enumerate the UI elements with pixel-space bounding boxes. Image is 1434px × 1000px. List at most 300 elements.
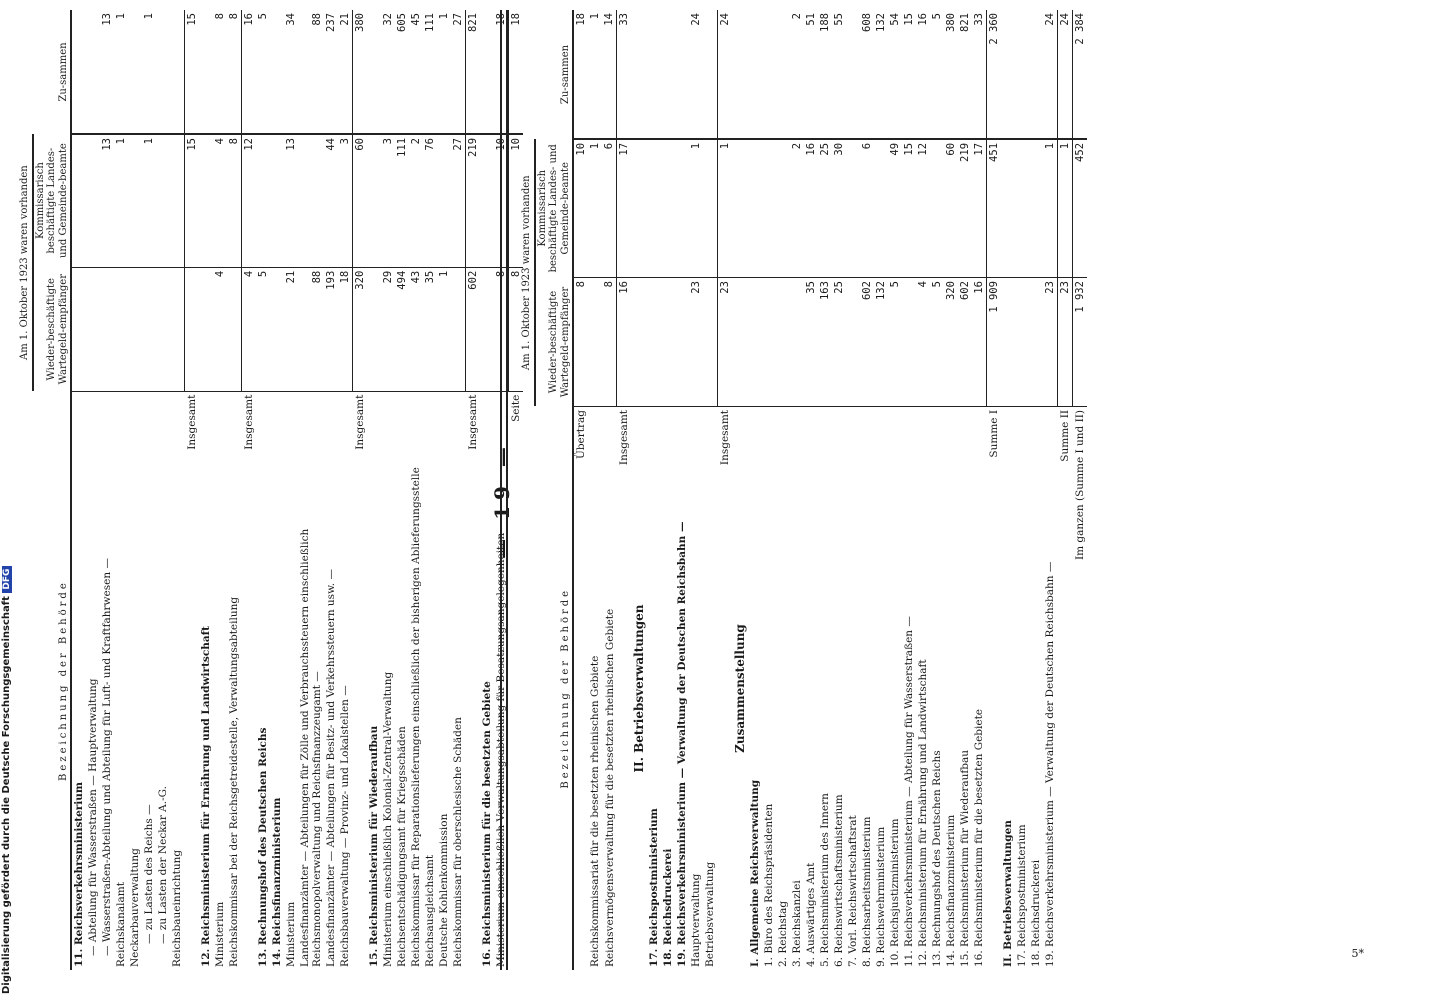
row-label: Seite (509, 394, 522, 422)
cell-a (1029, 278, 1043, 407)
cell-c: 380 (352, 10, 367, 134)
right-table-section (520, 0, 1086, 1000)
table-row (213, 10, 227, 970)
table-row (930, 10, 944, 970)
cell-c: 24 (1043, 10, 1058, 139)
cell-b: 219 (958, 139, 972, 278)
cell-b (367, 134, 381, 267)
cell-b: 2 (409, 134, 423, 267)
row-label: Reichsbauverwaltung — Provinz- und Lokalstellen — (339, 685, 351, 967)
cell-a: 5 (930, 278, 944, 407)
cell-a: 163 (818, 278, 832, 407)
cell-c (647, 10, 661, 139)
cell-b (298, 134, 324, 267)
left-table-section (0, 0, 522, 1000)
cell-a: 25 (832, 278, 846, 407)
cell-b: 13 (100, 134, 114, 267)
row-label: Insgesamt (618, 410, 630, 466)
header-col-a: Wieder-beschäftigte Wartegeld-empfänger (33, 267, 72, 391)
cell-b (270, 134, 284, 267)
row-label: 18. Reichsdruckerei (1029, 859, 1042, 967)
table-row (717, 10, 732, 970)
cell-a: 8 (494, 267, 509, 391)
cell-a: 23 (1057, 278, 1072, 407)
cell-b: 76 (423, 134, 437, 267)
cell-b: 3 (381, 134, 395, 267)
cell-a (776, 278, 790, 407)
table-row (762, 10, 776, 970)
cell-c: 32 (381, 10, 395, 134)
cell-b: 10 (573, 139, 588, 278)
cell-c: 51 (804, 10, 818, 139)
row-label: Insgesamt (466, 394, 479, 450)
table-row (338, 10, 353, 970)
cell-a: 18 (338, 267, 353, 391)
row-label: 14. Reichsfinanzministerium (270, 797, 283, 967)
cell-a (142, 267, 156, 391)
cell-c (703, 10, 717, 139)
cell-a: 132 (874, 278, 888, 407)
cell-a (71, 267, 86, 391)
row-label: 18. Reichsdruckerei (662, 848, 674, 967)
dfg-logo: DFG (2, 566, 12, 593)
table-row (703, 10, 717, 970)
row-label: 10. Reichsjustizministerium (888, 818, 901, 967)
cell-b (1001, 139, 1015, 278)
header-col-b: Kommissarisch beschäftigte Landes- und Gemeinde-beamte (33, 134, 72, 267)
cell-a: 35 (804, 278, 818, 407)
cell-c (846, 10, 860, 139)
header-col-b: Kommissarisch beschäftigte Landes- und Gemeinde-beamte (535, 139, 574, 278)
table-row (986, 10, 1001, 970)
credit-text: Digitalisierung gefördert durch die Deutsche Forschungsgemeinschaft (1, 596, 12, 994)
cell-c: 27 (451, 10, 466, 134)
cell-c: 605 (395, 10, 409, 134)
cell-b (675, 139, 689, 278)
cell-c (156, 10, 170, 134)
cell-a: 494 (395, 267, 409, 391)
cell-a (227, 267, 242, 391)
cell-b (762, 139, 776, 278)
cell-c (732, 10, 748, 139)
cell-b: 1 (1057, 139, 1072, 278)
cell-b: 15 (902, 139, 916, 278)
row-label: 5. Reichsministerium des Innern (818, 793, 831, 967)
row-label: 15. Reichsministerium für Wiederaufbau (958, 749, 971, 967)
header-name: Bezeichnung der Behörde (520, 407, 573, 971)
cell-c: 16 (916, 10, 930, 139)
cell-a: 5 (888, 278, 902, 407)
cell-b (776, 139, 790, 278)
row-label: 14. Reichsfinanzministerium (944, 814, 957, 967)
cell-b: 44 (324, 134, 338, 267)
table-row (1072, 10, 1087, 970)
cell-c: 1 (142, 10, 156, 134)
table-row (631, 10, 647, 970)
table-row (156, 10, 170, 970)
row-label: 4. Auswärtiges Amt (804, 862, 817, 967)
row-label: 16. Reichsministerium für die besetzten Gebiete (973, 708, 985, 967)
row-label: Insgesamt (353, 394, 366, 450)
left-table (18, 10, 523, 970)
cell-c: 88 (298, 10, 324, 134)
cell-b: 10 (494, 134, 509, 267)
table-row (776, 10, 790, 970)
cell-a: 8 (508, 267, 523, 391)
cell-c: 24 (689, 10, 703, 139)
cell-c (1029, 10, 1043, 139)
table-row (381, 10, 395, 970)
cell-b (156, 134, 170, 267)
cell-a (170, 267, 184, 391)
cell-b: 2 (790, 139, 804, 278)
table-row (324, 10, 338, 970)
table-row (602, 10, 617, 970)
row-label: Summe I (987, 410, 1000, 458)
row-label: Reichskommissar für Reparationslieferungen einschließlich der bisherigen Ablieferungsstelle (409, 467, 422, 967)
cell-a: 602 (958, 278, 972, 407)
cell-b: 12 (916, 139, 930, 278)
row-label: Ministerium einschließlich Verwaltungsabteilung für Besatzungsangelegenheiten (495, 532, 507, 967)
cell-a: 320 (944, 278, 958, 407)
cell-b: 17 (617, 139, 632, 278)
row-label: Summe II (1059, 410, 1071, 462)
table-row (804, 10, 818, 970)
cell-c: 24 (1057, 10, 1072, 139)
cell-a (128, 267, 142, 391)
row-label: — Abteilung für Wasserstraßen — Hauptverwaltung (87, 678, 99, 956)
cell-c (270, 10, 284, 134)
cell-c: 45 (409, 10, 423, 134)
cell-a (270, 267, 284, 391)
cell-a (184, 267, 199, 391)
cell-c: 188 (818, 10, 832, 139)
cell-b: 4 (213, 134, 227, 267)
row-label: 16. Reichsministerium für die besetzten Gebiete (480, 681, 493, 967)
cell-b: 15 (184, 134, 199, 267)
header-group: Am 1. Oktober 1923 waren vorhanden (18, 134, 33, 391)
cell-b: 1 (142, 134, 156, 267)
cell-c: 2 360 (986, 10, 1001, 139)
cell-c: 5 (930, 10, 944, 139)
row-label: 12. Reichsministerium für Ernährung und Landwirtschaft (916, 659, 929, 967)
cell-c: 132 (874, 10, 888, 139)
cell-c: 111 (423, 10, 437, 134)
row-label: Reichskommissar bei der Reichsgetreidestelle, Verwaltungsabteilung (228, 596, 240, 967)
cell-a (703, 278, 717, 407)
cell-b: 452 (1072, 139, 1087, 278)
cell-c: 54 (888, 10, 902, 139)
cell-a (1001, 278, 1015, 407)
cell-a: 602 (465, 267, 480, 391)
cell-c: 33 (617, 10, 632, 139)
cell-c (128, 10, 142, 134)
cell-b: 60 (352, 134, 367, 267)
row-label: 11. Reichsverkehrsministerium — Abteilung für Wasserstraßen — (902, 616, 915, 967)
table-row (874, 10, 888, 970)
cell-a (631, 278, 647, 407)
left-table-body (71, 10, 523, 970)
cell-b: 49 (888, 139, 902, 278)
header-col-a: Wieder-beschäftigte Wartegeld-empfänger (535, 278, 574, 407)
cell-c (199, 10, 213, 134)
table-row (465, 10, 480, 970)
table-row (888, 10, 902, 970)
row-label: Insgesamt (185, 394, 198, 450)
cell-c: 2 (790, 10, 804, 139)
cell-b: 13 (284, 134, 298, 267)
cell-b (128, 134, 142, 267)
cell-b: 60 (944, 139, 958, 278)
cell-c: 21 (338, 10, 353, 134)
table-row (573, 10, 588, 970)
header-total: Zu-sammen (520, 10, 573, 139)
cell-a: 88 (298, 267, 324, 391)
row-label: Reichsbaueinrichtung (171, 849, 183, 967)
row-label: 13. Rechnungshof des Deutschen Reichs (930, 750, 943, 967)
cell-a (588, 278, 602, 407)
cell-c: 1 (114, 10, 128, 134)
cell-b (86, 134, 100, 267)
section-divider (500, 10, 508, 970)
cell-b: 16 (804, 139, 818, 278)
cell-b: 1 (717, 139, 732, 278)
cell-c (675, 10, 689, 139)
cell-c: 608 (860, 10, 874, 139)
cell-c: 14 (602, 10, 617, 139)
cell-c: 1 (437, 10, 451, 134)
page-number: — 19 — (490, 441, 514, 559)
cell-a (790, 278, 804, 407)
row-label: Reichsentschädigungsamt für Kriegsschäden (395, 726, 408, 967)
cell-b (631, 139, 647, 278)
cell-a: 1 932 (1072, 278, 1087, 407)
cell-a (748, 278, 762, 407)
cell-a (675, 278, 689, 407)
cell-b: 8 (227, 134, 242, 267)
cell-c (367, 10, 381, 134)
cell-a: 1 909 (986, 278, 1001, 407)
row-label: 15. Reichsministerium für Wiederaufbau (367, 725, 380, 967)
cell-b: 111 (395, 134, 409, 267)
cell-c: 380 (944, 10, 958, 139)
cell-a: 43 (409, 267, 423, 391)
cell-a: 35 (423, 267, 437, 391)
table-row (689, 10, 703, 970)
row-label: II. Betriebsverwaltungen (1001, 820, 1014, 967)
cell-c: 18 (573, 10, 588, 139)
cell-b: 3 (338, 134, 353, 267)
cell-b (199, 134, 213, 267)
cell-c (776, 10, 790, 139)
row-label: 11. Reichsverkehrsministerium (73, 781, 85, 967)
right-table (520, 10, 1087, 970)
cell-a: 21 (284, 267, 298, 391)
cell-b (1029, 139, 1043, 278)
row-label: — zu Lasten des Reichs — (143, 804, 155, 944)
table-row (846, 10, 860, 970)
cell-a: 320 (352, 267, 367, 391)
row-label: 17. Reichspostministerium (648, 808, 660, 967)
header-total: Zu-sammen (18, 10, 71, 134)
cell-b (170, 134, 184, 267)
cell-c (71, 10, 86, 134)
cell-b: 6 (860, 139, 874, 278)
cell-c: 34 (284, 10, 298, 134)
cell-c (1001, 10, 1015, 139)
cell-a: 1 (437, 267, 451, 391)
row-label: Reichsausgleichsamt (423, 854, 436, 967)
table-row (1001, 10, 1015, 970)
cell-c: 8 (227, 10, 242, 134)
cell-a (647, 278, 661, 407)
cell-c: 2 384 (1072, 10, 1087, 139)
cell-b (437, 134, 451, 267)
cell-c: 18 (494, 10, 509, 134)
cell-c (661, 10, 675, 139)
cell-b (703, 139, 717, 278)
cell-b (661, 139, 675, 278)
table-row (270, 10, 284, 970)
cell-c (762, 10, 776, 139)
row-label: 19. Reichsverkehrsministerium — Verwaltung der Deutschen Reichsbahn — (676, 521, 688, 967)
header-name: Bezeichnung der Behörde (18, 391, 71, 970)
cell-a (367, 267, 381, 391)
table-row (241, 10, 256, 970)
cell-a (846, 278, 860, 407)
cell-a: 23 (689, 278, 703, 407)
cell-c (170, 10, 184, 134)
cell-b: 30 (832, 139, 846, 278)
cell-c (1015, 10, 1029, 139)
table-row (284, 10, 298, 970)
cell-b: 12 (241, 134, 256, 267)
cell-c: 33 (972, 10, 987, 139)
table-row (367, 10, 381, 970)
table-row (409, 10, 423, 970)
row-label: 6. Reichswirtschaftsministerium (832, 794, 845, 967)
cell-b (256, 134, 270, 267)
cell-c: 24 (717, 10, 732, 139)
cell-c: 55 (832, 10, 846, 139)
table-row (647, 10, 661, 970)
cell-a (100, 267, 114, 391)
row-label: Insgesamt (242, 394, 255, 450)
row-label: Neckarbauverwaltung (129, 848, 141, 967)
cell-c: 13 (100, 10, 114, 134)
table-row (902, 10, 916, 970)
table-row (227, 10, 242, 970)
cell-b (930, 139, 944, 278)
row-label: 7. Vorl. Reichswirtschaftsrat (846, 815, 859, 967)
row-label: Reichsvermögensverwaltung für die besetzten rheinischen Gebiete (603, 608, 616, 967)
credit-line (1, 566, 12, 994)
table-row (256, 10, 270, 970)
row-label: Reichskommissar für oberschlesische Schäden (452, 717, 464, 967)
table-row (832, 10, 846, 970)
table-row (790, 10, 804, 970)
row-label: 8. Reichsarbeitsministerium (860, 816, 873, 967)
cell-c: 15 (902, 10, 916, 139)
cell-a (732, 278, 748, 407)
cell-b: 25 (818, 139, 832, 278)
cell-b (1015, 139, 1029, 278)
row-label: 13. Rechnungshof des Deutschen Reichs (256, 727, 269, 967)
cell-a: 8 (602, 278, 617, 407)
row-label: Im ganzen (Summe I und II) (1073, 410, 1086, 561)
table-row (748, 10, 762, 970)
row-label: — Wasserstraßen-Abteilung und Abteilung für Luft- und Kraftfahrwesen — (101, 558, 113, 956)
table-row (298, 10, 324, 970)
cell-b: 27 (451, 134, 466, 267)
cell-a: 16 (972, 278, 987, 407)
cell-c: 237 (324, 10, 338, 134)
table-row (661, 10, 675, 970)
cell-c: 821 (465, 10, 480, 134)
table-row (100, 10, 114, 970)
cell-a: 16 (617, 278, 632, 407)
row-label: Ministerium (284, 901, 297, 967)
table-row (1043, 10, 1058, 970)
cell-a: 8 (573, 278, 588, 407)
cell-b (846, 139, 860, 278)
row-label: 19. Reichsverkehrsministerium — Verwaltung der Deutschen Reichsbahn — (1044, 561, 1056, 967)
row-label: 1. Büro des Reichspräsidenten (762, 803, 775, 967)
right-table-body (573, 10, 1087, 970)
cell-c: 15 (184, 10, 199, 134)
table-row (71, 10, 86, 970)
row-label: Hauptverwaltung (690, 873, 702, 967)
cell-c: 18 (508, 10, 523, 134)
cell-a (156, 267, 170, 391)
cell-a (661, 278, 675, 407)
row-label: — zu Lasten der Neckar A.-G. (157, 786, 169, 944)
cell-a (762, 278, 776, 407)
header-group: Am 1. Oktober 1923 waren vorhanden (520, 139, 535, 407)
row-label: 12. Reichsministerium für Ernährung und Landwirtschaft (199, 625, 212, 967)
row-label: Reichskommissariat für die besetzten rheinischen Gebiete (589, 655, 601, 967)
row-label: Reichskanalamt (115, 882, 127, 967)
row-label: 9. Reichswehrministerium (874, 826, 887, 967)
row-label: Deutsche Kohlenkommission (437, 813, 450, 967)
cell-c (631, 10, 647, 139)
cell-b: 451 (986, 139, 1001, 278)
cell-a: 23 (1043, 278, 1058, 407)
table-row (972, 10, 987, 970)
cell-c: 16 (241, 10, 256, 134)
row-label: 3. Reichskanzlei (790, 880, 803, 967)
cell-a (902, 278, 916, 407)
table-row (451, 10, 466, 970)
cell-b: 6 (602, 139, 617, 278)
row-label: 17. Reichspostministerium (1015, 824, 1028, 967)
table-row (958, 10, 972, 970)
table-row (1057, 10, 1072, 970)
row-label: 2. Reichstag (776, 900, 789, 967)
row-label: Zusammenstellung (732, 624, 747, 753)
cell-a: 5 (256, 267, 270, 391)
cell-c (748, 10, 762, 139)
table-row (114, 10, 128, 970)
table-row (1015, 10, 1029, 970)
table-row (395, 10, 409, 970)
table-row (199, 10, 213, 970)
table-row (352, 10, 367, 970)
cell-c: 821 (958, 10, 972, 139)
table-row (860, 10, 874, 970)
table-row (732, 10, 748, 970)
cell-b (732, 139, 748, 278)
